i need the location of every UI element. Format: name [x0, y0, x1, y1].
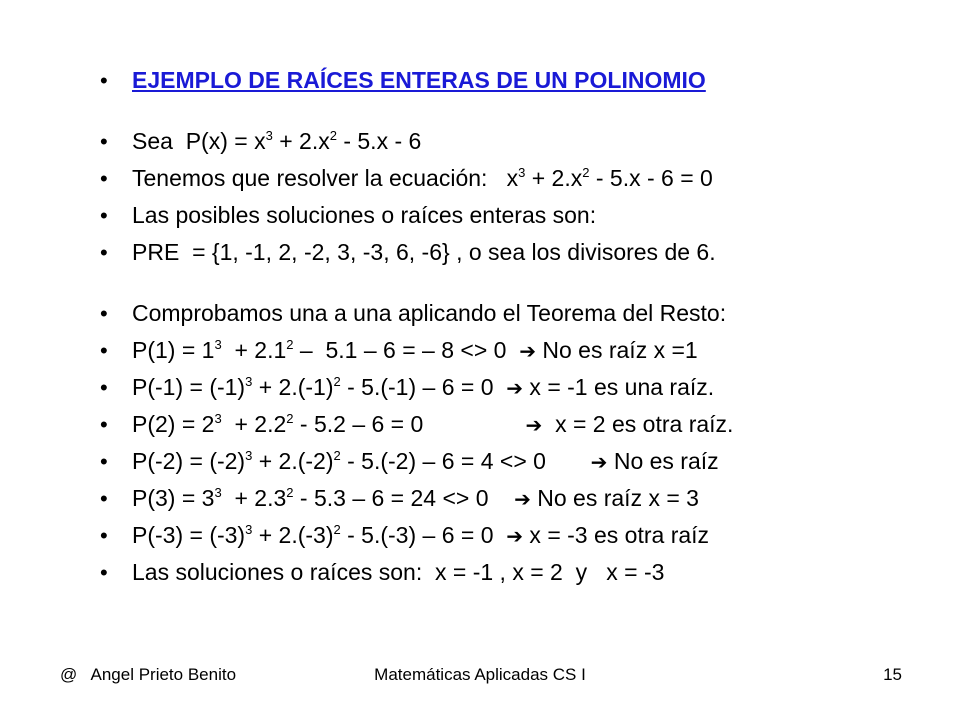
spacer [100, 99, 930, 123]
bullet: • [100, 486, 108, 511]
polynomial-definition: • Sea $P(x) = x^3 + 2.x^2 - 5.x - 6$ [100, 123, 930, 160]
bullet: • [100, 166, 108, 191]
bullet: • [100, 338, 108, 363]
bullet: • [100, 412, 108, 437]
arrow-icon: ➔ [525, 415, 543, 437]
bullet: • [100, 523, 108, 548]
slide-title: EJEMPLO DE RAÍCES ENTERAS DE UN POLINOMIO [132, 67, 706, 93]
footer-course: Matemáticas Aplicadas CS I [374, 665, 586, 684]
bullet: • [100, 129, 108, 154]
title-line [100, 62, 930, 99]
bullet-list [100, 62, 930, 591]
pre-set-line: • PRE = {1, -1, 2, -2, 3, -3, 6, -6} , o sea los divisores de 6. [100, 234, 930, 271]
arrow-icon: ➔ [506, 378, 524, 400]
arrow-icon: ➔ [514, 489, 531, 511]
remainder-theorem-line: • Comprobamos una a una aplicando el Teorema del Resto: [100, 295, 930, 332]
bullet: • [100, 68, 108, 93]
bullet: • [100, 560, 108, 585]
footer-author: @ Angel Prieto Benito [60, 665, 237, 684]
check-p1: • $P(1) = 1^3 + 2.1^2 - 5.1 - 6$ = – 8 <> 0 ➔ No es raíz x =1 [100, 332, 930, 369]
check-p2: • $P(2) = 2^3 + 2.2^2 - 5.2 - 6 = 0$ ➔ x = 2 es otra raíz. [100, 406, 930, 443]
conclusion-line: • Las soluciones o raíces son: x = -1 , x = 2 y x = -3 [100, 554, 930, 591]
bullet: • [100, 240, 108, 265]
check-p3: • $P(3) = 3^3 + 2.3^2 - 5.3 - 6 = 24 <> 0$ ➔ No es raíz x = 3 [100, 480, 930, 517]
bullet: • [100, 449, 108, 474]
bullet: • [100, 375, 108, 400]
check-p-minus2: • $P(-2) = (-2)^3 + 2.(-2)^2 - 5.(-2) - 6 = 4 <> 0$ ➔ No es raíz [100, 443, 930, 480]
arrow-icon: ➔ [590, 452, 608, 474]
possible-roots-line: • Las posibles soluciones o raíces enteras son: [100, 197, 930, 234]
arrow-icon: ➔ [519, 341, 536, 363]
check-p-minus1: • $P(-1) = (-1)^3 + 2.(-1)^2 - 5.(-1) - 6 = 0$ ➔ x = -1 es una raíz. [100, 369, 930, 406]
spacer [100, 271, 930, 295]
bullet: • [100, 203, 108, 228]
check-p-minus3: • $P(-3) = (-3)^3 + 2.(-3)^2 - 5.(-3) - 6 = 0$ ➔ x = -3 es otra raíz [100, 517, 930, 554]
equation-line: • Tenemos que resolver la ecuación: $x^3 + 2.x^2 - 5.x - 6 = 0$ [100, 160, 930, 197]
slide-number: 15 [883, 665, 902, 684]
arrow-icon: ➔ [506, 526, 524, 548]
bullet: • [100, 301, 108, 326]
